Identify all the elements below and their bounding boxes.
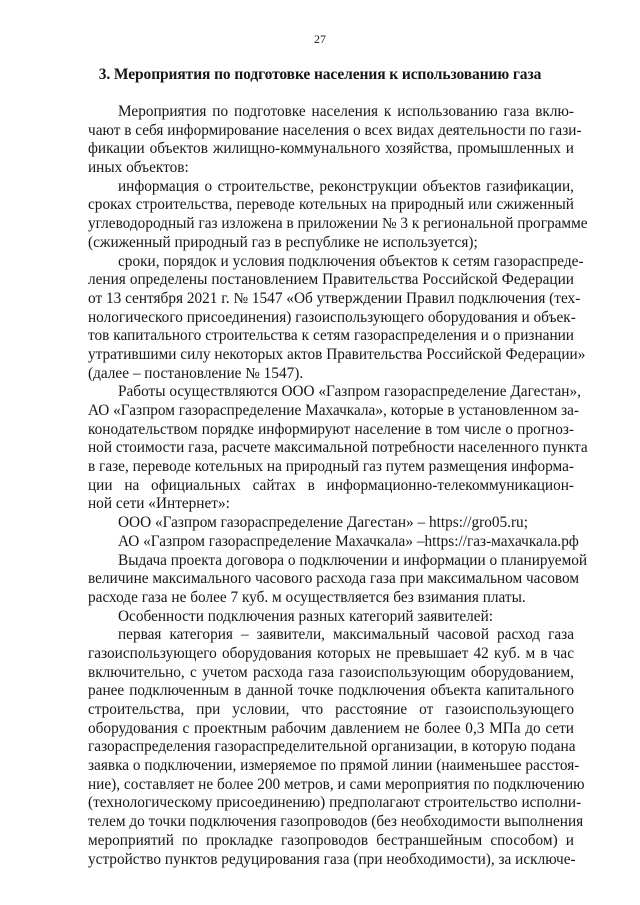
paragraph	[88, 532, 579, 552]
text-line: сроках строительства, переводе котельных на природный или сжиженный	[88, 196, 574, 214]
text-line: иных объектов:	[88, 159, 189, 177]
paragraph	[88, 383, 588, 514]
text-line: фикации объектов жилищно-коммунального хозяйства, промышленных и	[88, 140, 574, 158]
text-line: газораспределения газораспределительной организации, в которую подана	[88, 738, 576, 756]
text-line: (сжиженный природный газ в республике не используется);	[88, 233, 478, 251]
text-line: включительно, с учетом расхода газа газоиспользующим оборудованием,	[88, 663, 574, 681]
text-line: величине максимального часового расхода газа при максимальном часовом	[88, 570, 580, 588]
text-line: тов капитального строительства к сетям газораспределения и о признании	[88, 327, 574, 345]
text-line: в газе, переводе котельных на природный газ путем размещения информа-	[88, 458, 574, 476]
paragraph	[88, 103, 582, 178]
section-heading: 3. Мероприятия по подготовке населения к использованию газа	[98, 66, 542, 83]
text-line: сроки, порядок и условия подключения объектов к сетям газораспреде-	[118, 252, 584, 270]
text-line: информация о строительстве, реконструкции объектов газификации,	[118, 177, 574, 195]
text-line: ние), составляет не более 200 метров, и сами мероприятия по подключению	[88, 775, 585, 793]
text-line: ной сети «Интернет»:	[88, 495, 230, 513]
text-line: АО «Газпром газораспределение Махачкала», которые в установленном за-	[88, 402, 580, 419]
text-line: устройство пунктов редуцирования газа (при необходимости), за исключе-	[88, 850, 576, 868]
text-line: чают в себя информирование населения о всех видах деятельности по гази-	[88, 121, 582, 139]
text-line: Мероприятия по подготовке населения к использованию газа вклю-	[118, 103, 574, 120]
text-line: Работы осуществляются ООО «Газпром газораспределение Дагестан»,	[118, 383, 581, 401]
text-line: Особенности подключения разных категорий заявителей:	[118, 607, 494, 625]
text-line: ранее подключенным в данной точке подключения объекта капитального	[88, 682, 574, 700]
text-line: (далее – постановление № 1547).	[88, 364, 304, 382]
section-body	[88, 103, 588, 869]
text-line: ления определены постановлением Правительства Российской Федерации	[88, 271, 574, 289]
text-line: заявка о подключении, измеряемое по прямой линии (наименьшее расстоя-	[88, 757, 580, 775]
text-line: газоиспользующего оборудования которых не превышает 42 куб. м в час	[88, 644, 574, 662]
paragraph	[88, 551, 588, 608]
text-line: мероприятий по прокладке газопроводов бестраншейным способом) и	[88, 831, 574, 849]
paragraph	[88, 626, 585, 869]
text-line: расходе газа не более 7 куб. м осуществляется без взимания платы.	[88, 588, 526, 606]
text-line: АО «Газпром газораспределение Махачкала» –https://газ-махачкала.рф	[118, 532, 579, 550]
text-line: углеводородный газ изложена в приложении № 3 к региональной программе	[88, 215, 588, 233]
text-line: ООО «Газпром газораспределение Дагестан» – https://gro05.ru;	[118, 514, 528, 532]
text-line: утратившими силу некоторых актов Правительства Российской Федерации»	[88, 345, 586, 363]
text-line: ции на официальных сайтах в информационно-телекоммуникацион-	[88, 476, 574, 494]
text-line: телем до точки подключения газопроводов (без необходимости выполнения	[88, 813, 584, 831]
page-number: 27	[314, 32, 326, 46]
text-line: Выдача проекта договора о подключении и информации о планируемой	[118, 551, 588, 569]
text-line: строительства, при условии, что расстояние от газоиспользующего	[88, 701, 574, 718]
text-line: оборудования с проектным рабочим давлением не более 0,3 МПа до сети	[88, 719, 574, 737]
paragraph	[88, 177, 588, 253]
paragraph	[88, 252, 586, 384]
text-line: (технологическому присоединению) предполагают строительство исполни-	[88, 794, 582, 812]
text-line: от 13 сентября 2021 г. № 1547 «Об утверждении Правил подключения (тех-	[88, 289, 581, 307]
paragraph	[88, 514, 574, 533]
paragraph	[88, 608, 574, 627]
text-line: нологического присоединения) газоиспользующего оборудования и объек-	[88, 308, 576, 326]
text-line: первая категория – заявители, максимальный часовой расход газа	[118, 626, 574, 644]
text-line: конодательством порядке информируют население в том числе о прогноз-	[88, 420, 574, 438]
text-line: ной стоимости газа, расчете максимальной потребности населенного пункта	[88, 439, 588, 457]
